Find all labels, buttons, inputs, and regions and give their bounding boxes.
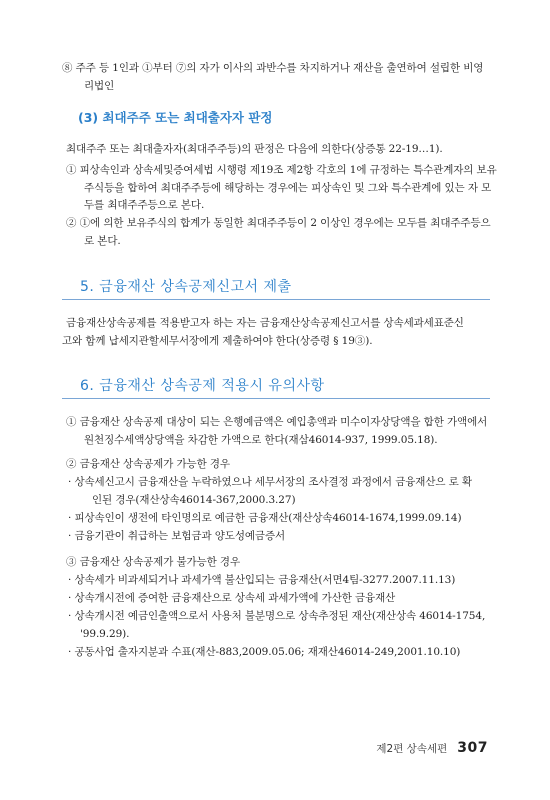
page-number: 307 (457, 740, 488, 756)
section-5-body-line-1: 금융재산상속공제를 적용받고자 하는 자는 금융재산상속공제신고서를 상속세과세표준신 (66, 317, 464, 329)
section-6-p3-title: ③ 금융재산 상속공제가 불가능한 경우 (66, 556, 240, 568)
footer-part-label: 제2편 상속세편 (376, 743, 448, 755)
section-6-p2-item-1: · 상속세신고시 금융재산을 누락하였으나 세무서장의 조사결정 과정에서 금융재산으 로 확 (68, 476, 472, 488)
section-6-p2-title: ② 금융재산 상속공제가 가능한 경우 (66, 458, 230, 470)
section-6-title: 6. 금융재산 상속공제 적용시 유의사항 (80, 378, 325, 394)
subsection-title: (3) 최대주주 또는 최대출자자 판정 (78, 110, 273, 125)
subsection-item-1-line-1: ① 피상속인과 상속세및증여세법 시행령 제19조 제2항 각호의 1에 규정하는 특수관계자의 보유 (66, 164, 497, 176)
subsection-item-1-line-3: 두를 최대주주등으로 본다. (84, 199, 205, 211)
section-6-divider (62, 398, 490, 399)
section-6-p1-line-2: 원천징수세액상당액을 차감한 가액으로 한다(재삼46014-937, 1999.05.18). (84, 434, 438, 446)
section-6-p2-item-3: · 금융기관이 취급하는 보험금과 양도성예금증서 (68, 530, 286, 542)
item-8-line-2: 리법인 (84, 80, 115, 92)
section-5-divider (62, 299, 490, 300)
section-6-p3-item-3-cont: '99.9.29). (80, 628, 130, 640)
section-5-title: 5. 금융재산 상속공제신고서 제출 (80, 279, 292, 295)
section-5-body-line-2: 고와 함께 납세지관할세무서장에게 제출하여야 한다(상증령 § 19③). (62, 335, 373, 347)
section-6-p3-item-4: · 공동사업 출자지분과 수표(재산-883,2009.05.06; 재재산46014-249,2001.10.10) (68, 646, 461, 658)
subsection-item-2-line-2: 로 본다. (84, 235, 121, 247)
subsection-intro: 최대주주 또는 최대출자자(최대주주등)의 판정은 다음에 의한다(상증통 22-19…1). (66, 143, 443, 155)
page-footer (376, 740, 488, 756)
section-6-p3-item-3: · 상속개시전 예금인출액으로서 사용처 불분명으로 상속추정된 재산(재산상속 46014-1754, (68, 610, 486, 622)
section-6-p3-item-1: · 상속세가 비과세되거나 과세가액 불산입되는 금융재산(서면4팀-3277.2007.11.13) (68, 574, 456, 586)
subsection-item-1-line-2: 주식등을 합하여 최대주주등에 해당하는 경우에는 피상속인 및 그와 특수관계에 있는 자 모 (84, 182, 492, 194)
section-6-p3-item-2: · 상속개시전에 증여한 금융재산으로 상속세 과세가액에 가산한 금융재산 (68, 592, 396, 604)
section-6-p2-item-2: · 피상속인이 생전에 타인명의로 예금한 금융재산(재산상속46014-1674,1999.09.14) (68, 512, 462, 524)
subsection-item-2-line-1: ② ①에 의한 보유주식의 합계가 동일한 최대주주등이 2 이상인 경우에는 모두를 최대주주등으 (66, 217, 491, 229)
section-6-p2-item-1-cont: 인된 경우(재산상속46014-367,2000.3.27) (92, 494, 296, 506)
item-8-line-1: ⑧ 주주 등 1인과 ①부터 ⑦의 자가 이사의 과반수를 차지하거나 재산을 출연하여 설립한 비영 (62, 62, 484, 74)
section-6-p1-line-1: ① 금융재산 상속공제 대상이 되는 은행예금액은 예입총액과 미수이자상당액을 합한 가액에서 (66, 416, 488, 428)
